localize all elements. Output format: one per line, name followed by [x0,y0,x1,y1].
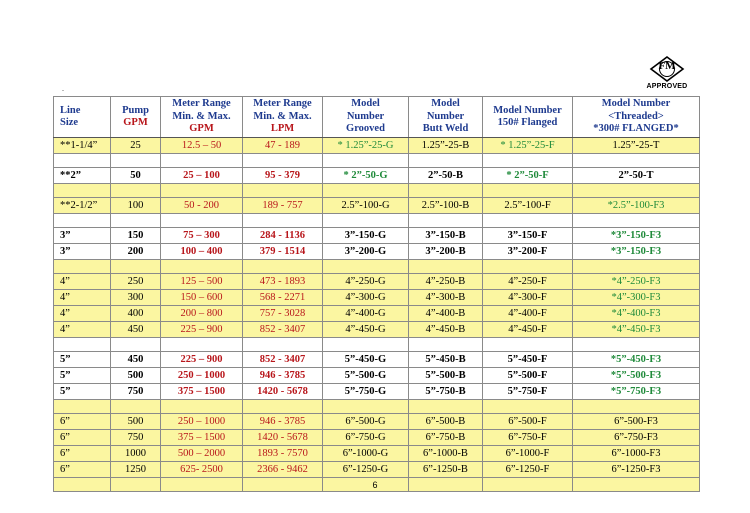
spacer-row [54,260,700,274]
grooved-cell: * 2”-50-G [323,168,409,184]
pump-gpm-cell: 450 [111,322,161,338]
table-row [54,368,700,384]
threaded-cell [573,338,700,352]
line-size-cell [54,260,111,274]
line-size-cell: 3” [54,244,111,260]
meter-lpm-cell: 946 - 3785 [243,414,323,430]
threaded-cell [573,214,700,228]
butt-weld-cell: 5”-450-B [409,352,483,368]
flanged-150-cell: 3”-200-F [483,244,573,260]
line-size-cell: 4” [54,274,111,290]
flanged-150-cell: 3”-150-F [483,228,573,244]
meter-gpm-cell [161,214,243,228]
line-size-cell: **1-1/4” [54,138,111,154]
header-line: Model Number [601,98,671,110]
flanged-150-cell [483,260,573,274]
flanged-150-cell [483,400,573,414]
line-size-cell [54,184,111,198]
flanged-150-cell: 4”-400-F [483,306,573,322]
fm-approved-logo [645,56,689,94]
threaded-cell: *5”-500-F3 [573,368,700,384]
pump-gpm-cell: 250 [111,274,161,290]
meter-lpm-cell: 946 - 3785 [243,368,323,384]
threaded-cell: *5”-450-F3 [573,352,700,368]
header-line: Min. & Max. [172,110,231,122]
spacer-row [54,154,700,168]
flanged-150-cell: 6”-500-F [483,414,573,430]
grooved-cell: 3”-150-G [323,228,409,244]
header-line: Meter Range [172,98,231,110]
butt-weld-cell [409,154,483,168]
table-row [54,274,700,290]
line-size-cell: 3” [54,228,111,244]
grooved-cell: 5”-750-G [323,384,409,400]
table-row [54,322,700,338]
grooved-cell [323,400,409,414]
header-meter-range-lpm [243,97,323,138]
meter-lpm-cell: 1893 - 7570 [243,446,323,462]
meter-lpm-cell: 47 - 189 [243,138,323,154]
pump-gpm-cell: 500 [111,414,161,430]
meter-gpm-cell: 50 - 200 [161,198,243,214]
header-line: Min. & Max. [253,110,312,122]
threaded-cell: *3”-150-F3 [573,228,700,244]
table-body [54,138,700,492]
butt-weld-cell: 2.5”-100-B [409,198,483,214]
butt-weld-cell: 4”-400-B [409,306,483,322]
threaded-cell: *4”-450-F3 [573,322,700,338]
meter-gpm-cell: 375 – 1500 [161,430,243,446]
threaded-cell: *2.5”-100-F3 [573,198,700,214]
line-size-cell: 6” [54,430,111,446]
grooved-cell [323,260,409,274]
meter-lpm-cell: 1420 - 5678 [243,430,323,446]
header-model-grooved [323,97,409,138]
meter-lpm-cell: 568 - 2271 [243,290,323,306]
pump-gpm-cell: 750 [111,384,161,400]
header-model-threaded [573,97,700,138]
butt-weld-cell: 2”-50-B [409,168,483,184]
header-line: 150# Flanged [497,117,558,128]
flanged-150-cell: * 1.25”-25-F [483,138,573,154]
meter-lpm-cell: 2366 - 9462 [243,462,323,478]
flanged-150-cell: 4”-450-F [483,322,573,338]
grooved-cell [323,154,409,168]
spacer-row [54,338,700,352]
butt-weld-cell: 3”-200-B [409,244,483,260]
table-row [54,228,700,244]
line-size-cell: 6” [54,462,111,478]
header-line: Model [351,98,380,110]
meter-lpm-cell [243,260,323,274]
header-line: Size [60,117,79,128]
flanged-150-cell [483,184,573,198]
threaded-cell: *4”-250-F3 [573,274,700,290]
pump-gpm-cell: 25 [111,138,161,154]
butt-weld-cell: 1.25”-25-B [409,138,483,154]
butt-weld-cell: 3”-150-B [409,228,483,244]
table-row [54,168,700,184]
meter-lpm-cell: 757 - 3028 [243,306,323,322]
meter-gpm-cell: 225 – 900 [161,352,243,368]
small-mark: - [62,88,64,94]
meter-gpm-cell: 200 – 800 [161,306,243,322]
butt-weld-cell [409,338,483,352]
meter-gpm-cell: 75 – 300 [161,228,243,244]
meter-gpm-cell [161,400,243,414]
line-size-cell: 6” [54,446,111,462]
flanged-150-cell: 6”-1250-F [483,462,573,478]
pump-gpm-cell [111,260,161,274]
table-row [54,446,700,462]
meter-lpm-cell [243,338,323,352]
logo-caption: APPROVED [646,83,688,90]
header-pump-gpm [111,97,161,138]
meter-lpm-cell [243,400,323,414]
meter-lpm-cell: 95 - 379 [243,168,323,184]
threaded-cell: 1.25”-25-T [573,138,700,154]
meter-lpm-cell: 379 - 1514 [243,244,323,260]
meter-lpm-cell [243,214,323,228]
meter-gpm-cell: 25 – 100 [161,168,243,184]
line-size-cell: **2” [54,168,111,184]
header-line: LPM [270,123,295,135]
butt-weld-cell: 4”-450-B [409,322,483,338]
table-row [54,430,700,446]
line-size-cell: 5” [54,384,111,400]
table-row [54,462,700,478]
grooved-cell: 3”-200-G [323,244,409,260]
flanged-150-cell: 5”-450-F [483,352,573,368]
butt-weld-cell: 6”-1000-B [409,446,483,462]
meter-lpm-cell: 852 - 3407 [243,352,323,368]
meter-gpm-cell [161,184,243,198]
threaded-cell: 6”-1250-F3 [573,462,700,478]
logo-mark-text: FM [658,60,676,72]
header-line: <Threaded> [608,110,664,122]
butt-weld-cell: 6”-500-B [409,414,483,430]
page-number: 6 [372,480,378,490]
pump-gpm-cell [111,338,161,352]
header-line: Pump [122,104,149,116]
grooved-cell [323,214,409,228]
butt-weld-cell [409,184,483,198]
grooved-cell: 4”-400-G [323,306,409,322]
meter-lpm-cell: 1420 - 5678 [243,384,323,400]
pump-gpm-cell: 200 [111,244,161,260]
grooved-cell [323,338,409,352]
butt-weld-cell: 6”-750-B [409,430,483,446]
line-size-cell: 5” [54,352,111,368]
flanged-150-cell: 5”-750-F [483,384,573,400]
header-meter-range-gpm [161,97,243,138]
grooved-cell: 6”-1250-G [323,462,409,478]
table-row [54,306,700,322]
butt-weld-cell [409,260,483,274]
grooved-cell [323,184,409,198]
threaded-cell [573,184,700,198]
header-line: Butt Weld [422,123,469,135]
grooved-cell: 4”-450-G [323,322,409,338]
grooved-cell: 2.5”-100-G [323,198,409,214]
pump-gpm-cell: 1250 [111,462,161,478]
grooved-cell: 6”-500-G [323,414,409,430]
grooved-cell: 5”-500-G [323,368,409,384]
line-size-cell: 6” [54,414,111,430]
pump-gpm-cell: 150 [111,228,161,244]
threaded-cell: *5”-750-F3 [573,384,700,400]
meter-gpm-cell [161,260,243,274]
flanged-150-cell [483,214,573,228]
line-size-cell: 5” [54,368,111,384]
meter-gpm-cell: 150 – 600 [161,290,243,306]
butt-weld-cell: 4”-300-B [409,290,483,306]
header-line: *300# FLANGED* [593,123,679,135]
grooved-cell: 6”-750-G [323,430,409,446]
header-line: Number [346,110,385,122]
header-line: Grooved [346,123,385,135]
header-line-size [54,97,111,138]
pump-gpm-cell: 500 [111,368,161,384]
pump-gpm-cell [111,184,161,198]
flanged-150-cell: 4”-250-F [483,274,573,290]
meter-gpm-cell [161,154,243,168]
pump-gpm-cell: 100 [111,198,161,214]
threaded-cell [573,400,700,414]
flanged-150-cell: 6”-1000-F [483,446,573,462]
pump-gpm-cell: 450 [111,352,161,368]
meter-gpm-cell: 250 – 1000 [161,368,243,384]
meter-gpm-cell: 12.5 – 50 [161,138,243,154]
header-model-butt-weld [409,97,483,138]
butt-weld-cell: 6”-1250-B [409,462,483,478]
header-line: Meter Range [253,98,312,110]
pump-gpm-cell: 750 [111,430,161,446]
threaded-cell: *3”-150-F3 [573,244,700,260]
meter-lpm-cell [243,154,323,168]
meter-gpm-cell: 250 – 1000 [161,414,243,430]
meter-lpm-cell: 284 - 1136 [243,228,323,244]
table-header [54,97,700,138]
header-line: GPM [189,123,214,135]
line-size-cell: **2-1/2” [54,198,111,214]
pump-gpm-cell: 400 [111,306,161,322]
meter-gpm-cell: 625- 2500 [161,462,243,478]
threaded-cell: 2”-50-T [573,168,700,184]
grooved-cell: 4”-300-G [323,290,409,306]
threaded-cell: 6”-1000-F3 [573,446,700,462]
line-size-cell: 4” [54,322,111,338]
header-line: GPM [123,117,148,128]
table-row [54,290,700,306]
threaded-cell [573,154,700,168]
header-line: Line [60,104,81,116]
pump-gpm-cell: 1000 [111,446,161,462]
meter-gpm-cell [161,338,243,352]
meter-gpm-cell: 225 – 900 [161,322,243,338]
flanged-150-cell: * 2”-50-F [483,168,573,184]
butt-weld-cell: 5”-750-B [409,384,483,400]
threaded-cell: 6”-750-F3 [573,430,700,446]
table-row [54,414,700,430]
header-model-150-flanged [483,97,573,138]
spacer-row [54,400,700,414]
butt-weld-cell: 4”-250-B [409,274,483,290]
table-row [54,384,700,400]
butt-weld-cell [409,400,483,414]
header-line: Model [431,98,460,110]
grooved-cell: 4”-250-G [323,274,409,290]
meter-gpm-cell: 375 – 1500 [161,384,243,400]
meter-lpm-cell [243,184,323,198]
flanged-150-cell: 6”-750-F [483,430,573,446]
grooved-cell: 6”-1000-G [323,446,409,462]
pump-gpm-cell: 50 [111,168,161,184]
pump-gpm-cell: 300 [111,290,161,306]
threaded-cell: *4”-400-F3 [573,306,700,322]
spacer-row [54,184,700,198]
meter-lpm-cell: 852 - 3407 [243,322,323,338]
line-size-cell [54,214,111,228]
header-row [54,97,700,138]
butt-weld-cell [409,214,483,228]
table-row [54,244,700,260]
threaded-cell [573,260,700,274]
flanged-150-cell: 4”-300-F [483,290,573,306]
threaded-cell: *4”-300-F3 [573,290,700,306]
header-line: Number [426,110,465,122]
meter-gpm-cell: 125 – 500 [161,274,243,290]
line-size-cell: 4” [54,306,111,322]
header-line: Model Number [493,104,562,116]
line-size-cell: 4” [54,290,111,306]
line-size-cell [54,400,111,414]
meter-gpm-cell: 500 – 2000 [161,446,243,462]
model-spec-table [53,96,700,492]
meter-gpm-cell: 100 – 400 [161,244,243,260]
pump-gpm-cell [111,154,161,168]
pump-gpm-cell [111,400,161,414]
threaded-cell: 6”-500-F3 [573,414,700,430]
spacer-row [54,214,700,228]
grooved-cell: 5”-450-G [323,352,409,368]
table-row [54,352,700,368]
table-row [54,198,700,214]
table-row [54,138,700,154]
grooved-cell: * 1.25”-25-G [323,138,409,154]
flanged-150-cell: 2.5”-100-F [483,198,573,214]
line-size-cell [54,154,111,168]
butt-weld-cell: 5”-500-B [409,368,483,384]
meter-lpm-cell: 189 - 757 [243,198,323,214]
flanged-150-cell [483,338,573,352]
pump-gpm-cell [111,214,161,228]
flanged-150-cell [483,154,573,168]
flanged-150-cell: 5”-500-F [483,368,573,384]
meter-lpm-cell: 473 - 1893 [243,274,323,290]
line-size-cell [54,338,111,352]
